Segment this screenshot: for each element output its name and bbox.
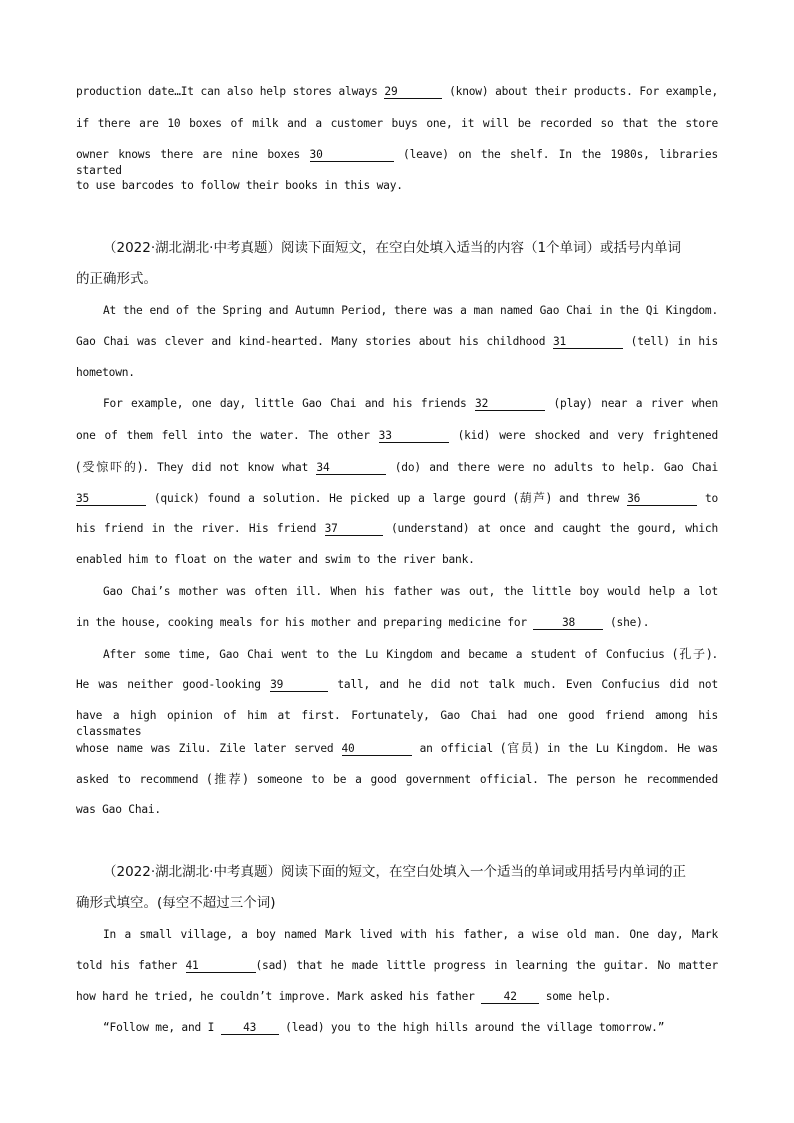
text-line: At the end of the Spring and Autumn Period, there was a man named Gao Chai in the Qi Kingdom.: [103, 304, 718, 317]
answer-blank-41[interactable]: 41: [186, 959, 256, 973]
text-line: one of them fell into the water. The other 33 (kid) were shocked and very frightened: [76, 429, 718, 442]
answer-blank-42[interactable]: 42: [481, 990, 539, 1004]
text-line: enabled him to float on the water and swim to the river bank.: [76, 553, 475, 566]
text-line: He was neither good-looking 39 tall, and he did not talk much. Even Confucius did not: [76, 678, 718, 691]
text-line: have a high opinion of him at first. Fortunately, Gao Chai had one good friend among his classmates: [76, 709, 718, 738]
answer-blank-37[interactable]: 37: [325, 522, 383, 536]
section-header: （2022·湖北湖北·中考真题）阅读下面短文，在空白处填入适当的内容（1个单词）或括号内单词: [103, 240, 682, 256]
text-line: production date…It can also help stores always 29 (know) about their products. For example,: [76, 85, 718, 98]
answer-blank-43[interactable]: 43: [221, 1021, 279, 1035]
answer-blank-31[interactable]: 31: [553, 335, 623, 349]
answer-blank-32[interactable]: 32: [475, 397, 545, 411]
text-line: owner knows there are nine boxes 30 (leave) on the shelf. In the 1980s, libraries started: [76, 148, 718, 177]
text-line: told his father 41 (sad) that he made little progress in learning the guitar. No matter: [76, 959, 718, 972]
text-line: Gao Chai was clever and kind-hearted. Many stories about his childhood 31 (tell) in his: [76, 335, 718, 348]
text-line: was Gao Chai.: [76, 803, 161, 816]
text-line: 35 (quick) found a solution. He picked up a large gourd (葫芦) and threw 36 to: [76, 491, 719, 505]
answer-blank-38[interactable]: 38: [533, 616, 603, 630]
answer-blank-34[interactable]: 34: [316, 461, 386, 475]
answer-blank-29[interactable]: 29: [384, 85, 442, 99]
text-line: “Follow me, and I 43 (lead) you to the high hills around the village tomorrow.”: [103, 1021, 665, 1034]
text-line: to use barcodes to follow their books in this way.: [76, 179, 403, 192]
text-line: his friend in the river. His friend 37 (understand) at once and caught the gourd, which: [76, 522, 718, 535]
answer-blank-30[interactable]: 30: [310, 148, 394, 162]
text-line: For example, one day, little Gao Chai and his friends 32 (play) near a river when: [103, 397, 718, 410]
text-line: Gao Chai’s mother was often ill. When his father was out, the little boy would help a lot: [103, 585, 718, 598]
answer-blank-35[interactable]: 35: [76, 492, 146, 506]
section-header: （2022·湖北湖北·中考真题）阅读下面的短文，在空白处填入一个适当的单词或用括号内单词的正: [103, 864, 686, 880]
text-line: how hard he tried, he couldn’t improve. Mark asked his father 42 some help.: [76, 990, 612, 1003]
text-line: hometown.: [76, 366, 135, 379]
text-line: whose name was Zilu. Zile later served 40 an official (官员) in the Lu Kingdom. He was: [76, 741, 718, 755]
answer-blank-36[interactable]: 36: [627, 492, 697, 506]
text-line: In a small village, a boy named Mark lived with his father, a wise old man. One day, Mark: [103, 928, 718, 941]
section-header: 确形式填空。(每空不超过三个词): [76, 895, 276, 911]
answer-blank-33[interactable]: 33: [379, 429, 449, 443]
text-line: if there are 10 boxes of milk and a customer buys one, it will be recorded so that the store: [76, 117, 718, 130]
text-line: (受惊吓的). They did not know what 34 (do) and there were no adults to help. Gao Chai: [76, 460, 718, 474]
text-line: After some time, Gao Chai went to the Lu Kingdom and became a student of Confucius (孔子).: [103, 647, 718, 661]
answer-blank-40[interactable]: 40: [342, 742, 412, 756]
text-line: in the house, cooking meals for his mother and preparing medicine for 38 (she).: [76, 616, 650, 629]
section-header: 的正确形式。: [76, 271, 157, 287]
text-line: asked to recommend (推荐) someone to be a good government official. The person he recommended: [76, 772, 718, 786]
answer-blank-39[interactable]: 39: [270, 678, 328, 692]
